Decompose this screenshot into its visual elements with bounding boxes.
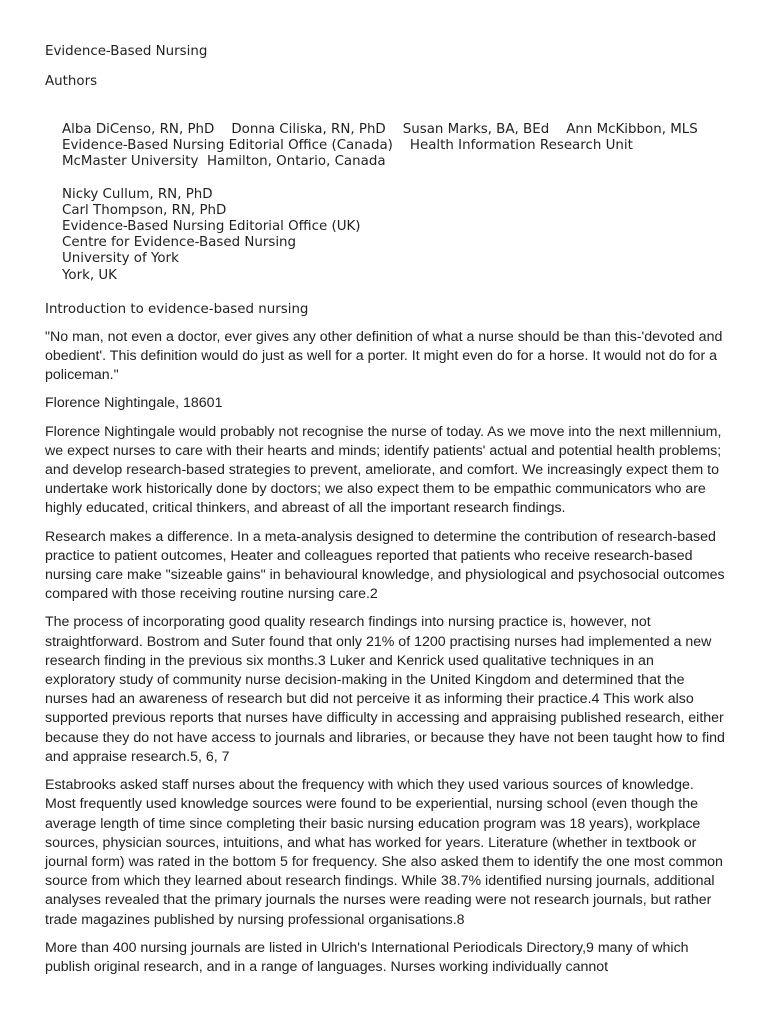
document-title: Evidence-Based Nursing	[45, 44, 208, 59]
body-paragraph: The process of incorporating good quality research findings into nursing practice is, however, not straightforward. Bostrom and Suter found that only 21% of 1200 practising nurses had implemented a new research finding in the previous six months.3 Luker and Kenrick used qualitative techniques in an exploratory study of community nurse decision-making in the United Kingdom and determined that the nurses had an awareness of research but did not perceive it as informing their practice.4 This work also supported previous reports that nurses have difficulty in accessing and appraising published research, either because they do not have access to journals and libraries, or because they have not been taught how to find and appraise research.5, 6, 7	[45, 614, 725, 765]
section-heading: Introduction to evidence-based nursing	[45, 301, 309, 317]
author-line: Centre for Evidence-Based Nursing	[62, 235, 297, 251]
author-line: Nicky Cullum, RN, PhD	[62, 186, 213, 202]
author-group-2	[62, 187, 725, 284]
author-line: McMaster University Hamilton, Ontario, Canada	[62, 154, 386, 170]
quote-paragraph: "No man, not even a doctor, ever gives any other definition of what a nurse should be than this-'devoted and obedient'. This definition would do just as well for a porter. It might even do for a horse. It would not do for a policeman."	[45, 328, 723, 384]
body-paragraph: More than 400 nursing journals are listed in Ulrich's International Periodicals Directory,9 many of which publish original research, and in a range of languages. Nurses working individually cannot	[45, 939, 689, 975]
author-line: York, UK	[62, 267, 117, 283]
author-group-1	[62, 122, 725, 171]
authors-heading: Authors	[45, 74, 98, 89]
author-line: Carl Thompson, RN, PhD	[62, 202, 227, 218]
quote-attribution: Florence Nightingale, 18601	[45, 395, 223, 412]
author-line: Alba DiCenso, RN, PhD Donna Ciliska, RN, PhD Susan Marks, BA, BEd Ann McKibbon, MLS	[62, 122, 698, 137]
body-paragraph: Florence Nightingale would probably not recognise the nurse of today. As we move into the next millennium, we expect nurses to care with their hearts and minds; identify patients' actual and potential health problems; and develop research-based strategies to prevent, ameliorate, and comfort. We increasingly expect them to undertake work historically done by doctors; we also expect them to be empathic communicators who are highly educated, critical thinkers, and abreast of all the important research findings.	[45, 423, 722, 517]
author-line: Evidence-Based Nursing Editorial Office (UK)	[62, 219, 361, 235]
author-line: University of York	[62, 251, 179, 267]
document-page	[45, 43, 725, 977]
body-paragraph: Estabrooks asked staff nurses about the frequency with which they used various sources of knowledge. Most frequently used knowledge sources were found to be experiential, nursing school (even though the average length of time since completing their basic nursing education program was 18 years), workplace sources, physician sources, intuitions, and what has worked for years. Literature (whether in textbook or journal form) was rated in the bottom 5 for frequency. She also asked them to identify the one most common source from which they learned about research findings. While 38.7% identified nursing journals, additional analyses revealed that the primary journals the nurses were reading were not research journals, but rather trade magazines published by nursing professional organisations.8	[45, 777, 723, 928]
body-paragraph: Research makes a difference. In a meta-analysis designed to determine the contribution of research-based practice to patient outcomes, Heater and colleagues reported that patients who receive research-based nursing care make "sizeable gains" in behavioural knowledge, and physiological and psychosocial outcomes compared with those receiving routine nursing care.2	[45, 528, 725, 603]
author-line: Evidence-Based Nursing Editorial Office (Canada) Health Information Research Unit	[62, 138, 633, 154]
